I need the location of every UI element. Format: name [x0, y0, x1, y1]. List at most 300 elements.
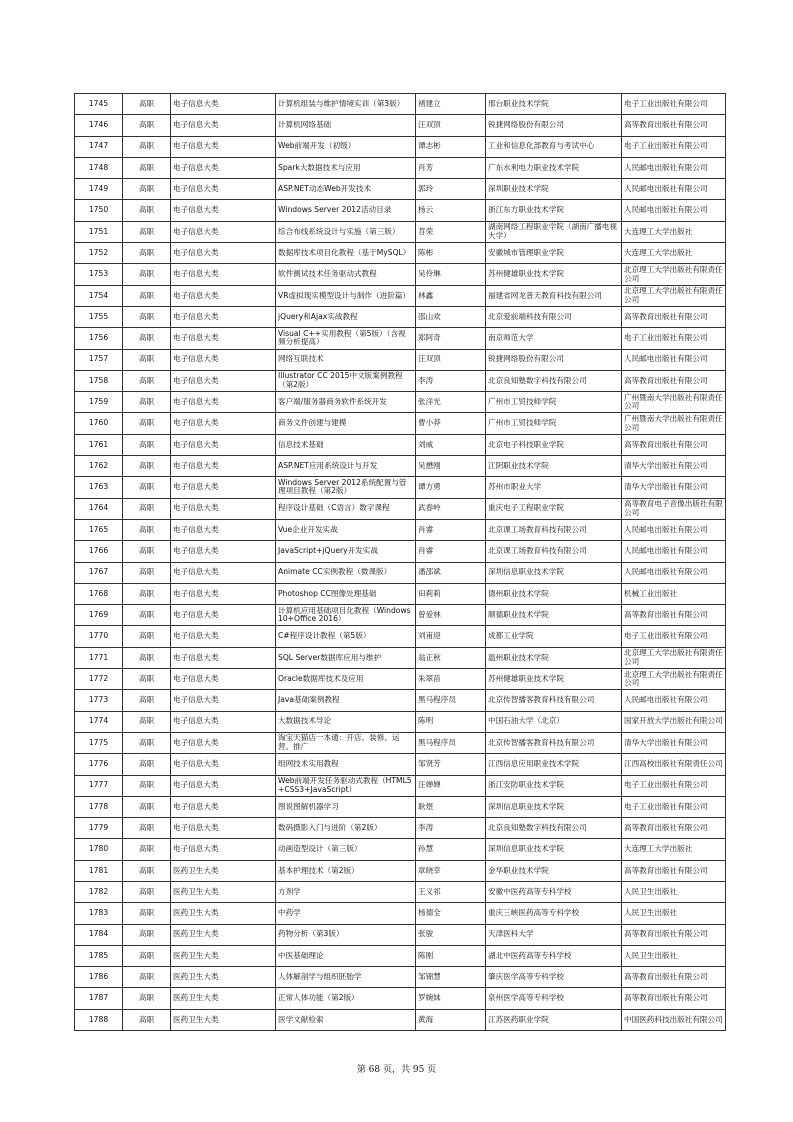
institution-cell: 深圳信息职业技术学院	[486, 562, 622, 583]
institution-cell: 江西信息应用职业技术学院	[486, 754, 622, 775]
textbook-title-cell: 网络互联技术	[276, 349, 416, 370]
table-row	[75, 924, 726, 945]
category-cell: 电子信息大类	[171, 179, 276, 200]
author-cell: 汪双顶	[416, 115, 486, 136]
textbook-title-cell: Java基础案例教程	[276, 690, 416, 711]
row-number-cell: 1779	[75, 818, 123, 839]
category-cell: 电子信息大类	[171, 775, 276, 796]
level-cell: 高职	[123, 434, 171, 455]
level-cell: 高职	[123, 115, 171, 136]
textbook-title-cell: 淘宝天猫店一本通：开店、装修、运营、推广	[276, 732, 416, 753]
level-cell: 高职	[123, 839, 171, 860]
level-cell: 高职	[123, 583, 171, 604]
textbook-title-cell: JavaScript+jQuery开发实战	[276, 541, 416, 562]
textbook-title-cell: ASP.NET应用系统设计与开发	[276, 456, 416, 477]
author-cell: 黄海	[416, 1009, 486, 1030]
publisher-cell: 电子工业出版社有限公司	[622, 94, 726, 115]
institution-cell: 南京师范大学	[486, 328, 622, 349]
author-cell: 郑阿奇	[416, 328, 486, 349]
institution-cell: 湖北中医药高等专科学校	[486, 945, 622, 966]
textbook-title-cell: Animate CC实例教程（微课版）	[276, 562, 416, 583]
institution-cell: 顺德职业技术学院	[486, 605, 622, 626]
institution-cell: 深圳职业技术学院	[486, 179, 622, 200]
textbook-title-cell: VR虚拟现实模型设计与制作（进阶篇）	[276, 285, 416, 306]
textbook-title-cell: Oracle数据库技术及应用	[276, 669, 416, 690]
category-cell: 电子信息大类	[171, 434, 276, 455]
publisher-cell: 清华大学出版社有限公司	[622, 456, 726, 477]
author-cell: 邹贤芳	[416, 754, 486, 775]
textbook-title-cell: 方剂学	[276, 881, 416, 902]
author-cell: 吴伶琳	[416, 264, 486, 285]
level-cell: 高职	[123, 541, 171, 562]
institution-cell: 金华职业技术学院	[486, 860, 622, 881]
table-row	[75, 583, 726, 604]
level-cell: 高职	[123, 988, 171, 1009]
textbook-title-cell: ASP.NET动态Web开发技术	[276, 179, 416, 200]
table-row	[75, 669, 726, 690]
publisher-cell: 人民邮电出版社有限公司	[622, 690, 726, 711]
textbook-title-cell: 基本护理技术（第2版）	[276, 860, 416, 881]
textbook-title-cell: 人体解剖学与组织胚胎学	[276, 967, 416, 988]
level-cell: 高职	[123, 732, 171, 753]
table-row	[75, 818, 726, 839]
table-row	[75, 498, 726, 519]
level-cell: 高职	[123, 392, 171, 413]
author-cell: 章晓幸	[416, 860, 486, 881]
author-cell: 杨云	[416, 200, 486, 221]
level-cell: 高职	[123, 519, 171, 540]
institution-cell: 苏州健雄职业技术学院	[486, 264, 622, 285]
table-row	[75, 94, 726, 115]
institution-cell: 浙江安防职业技术学院	[486, 775, 622, 796]
level-cell: 高职	[123, 1009, 171, 1030]
textbook-title-cell: 软件测试技术任务驱动式教程	[276, 264, 416, 285]
catalog-table	[74, 93, 726, 1031]
textbook-title-cell: 动画造型设计（第三版）	[276, 839, 416, 860]
author-cell: 李涛	[416, 818, 486, 839]
category-cell: 电子信息大类	[171, 562, 276, 583]
textbook-title-cell: 商务文件创建与建模	[276, 413, 416, 434]
table-row	[75, 839, 726, 860]
institution-cell: 北京良知塾数字科技有限公司	[486, 370, 622, 391]
category-cell: 电子信息大类	[171, 306, 276, 327]
row-number-cell: 1763	[75, 477, 123, 498]
institution-cell: 安徽城市管理职业学院	[486, 243, 622, 264]
category-cell: 电子信息大类	[171, 754, 276, 775]
category-cell: 电子信息大类	[171, 136, 276, 157]
publisher-cell: 广州暨南大学出版社有限责任公司	[622, 392, 726, 413]
publisher-cell: 人民邮电出版社有限公司	[622, 179, 726, 200]
textbook-title-cell: 组网技术实用教程	[276, 754, 416, 775]
publisher-cell: 人民卫生出版社	[622, 881, 726, 902]
textbook-title-cell: Web前端开发（初级）	[276, 136, 416, 157]
author-cell: 汪双顶	[416, 349, 486, 370]
table-row	[75, 306, 726, 327]
level-cell: 高职	[123, 243, 171, 264]
publisher-cell: 高等教育出版社有限公司	[622, 434, 726, 455]
row-number-cell: 1787	[75, 988, 123, 1009]
author-cell: 谭志彬	[416, 136, 486, 157]
row-number-cell: 1750	[75, 200, 123, 221]
institution-cell: 锐捷网络股份有限公司	[486, 349, 622, 370]
institution-cell: 深圳信息职业技术学院	[486, 839, 622, 860]
author-cell: 邵山欢	[416, 306, 486, 327]
author-cell: 陈明	[416, 711, 486, 732]
table-row	[75, 349, 726, 370]
publisher-cell: 电子工业出版社有限公司	[622, 796, 726, 817]
category-cell: 电子信息大类	[171, 690, 276, 711]
institution-cell: 北京传智播客教育科技有限公司	[486, 732, 622, 753]
publisher-cell: 人民邮电出版社有限公司	[622, 349, 726, 370]
author-cell: 陈彬	[416, 243, 486, 264]
publisher-cell: 人民卫生出版社	[622, 903, 726, 924]
publisher-cell: 高等教育出版社有限公司	[622, 924, 726, 945]
category-cell: 电子信息大类	[171, 328, 276, 349]
level-cell: 高职	[123, 349, 171, 370]
table-row	[75, 434, 726, 455]
category-cell: 电子信息大类	[171, 392, 276, 413]
category-cell: 电子信息大类	[171, 647, 276, 668]
institution-cell: 苏州市职业大学	[486, 477, 622, 498]
row-number-cell: 1749	[75, 179, 123, 200]
category-cell: 电子信息大类	[171, 818, 276, 839]
publisher-cell: 高等教育电子音像出版社有限公司	[622, 498, 726, 519]
publisher-cell: 人民卫生出版社	[622, 945, 726, 966]
level-cell: 高职	[123, 498, 171, 519]
level-cell: 高职	[123, 860, 171, 881]
textbook-title-cell: 计算机应用基础项目化教程（Windows 10+Office 2016）	[276, 605, 416, 626]
institution-cell: 北京爱前端科技有限公司	[486, 306, 622, 327]
category-cell: 医药卫生大类	[171, 860, 276, 881]
level-cell: 高职	[123, 945, 171, 966]
row-number-cell: 1780	[75, 839, 123, 860]
level-cell: 高职	[123, 796, 171, 817]
category-cell: 电子信息大类	[171, 498, 276, 519]
table-row	[75, 477, 726, 498]
row-number-cell: 1773	[75, 690, 123, 711]
author-cell: 刘甫迎	[416, 626, 486, 647]
level-cell: 高职	[123, 924, 171, 945]
category-cell: 电子信息大类	[171, 264, 276, 285]
table-row	[75, 328, 726, 349]
level-cell: 高职	[123, 136, 171, 157]
publisher-cell: 清华大学出版社有限公司	[622, 732, 726, 753]
institution-cell: 福建省网龙普天教育科技有限公司	[486, 285, 622, 306]
publisher-cell: 电子工业出版社有限公司	[622, 328, 726, 349]
author-cell: 罗婉妹	[416, 988, 486, 1009]
institution-cell: 北京良知塾数字科技有限公司	[486, 818, 622, 839]
level-cell: 高职	[123, 157, 171, 178]
category-cell: 医药卫生大类	[171, 988, 276, 1009]
publisher-cell: 电子工业出版社有限公司	[622, 136, 726, 157]
row-number-cell: 1772	[75, 669, 123, 690]
textbook-title-cell: 计算机网络基础	[276, 115, 416, 136]
author-cell: 肖睿	[416, 519, 486, 540]
row-number-cell: 1775	[75, 732, 123, 753]
level-cell: 高职	[123, 903, 171, 924]
institution-cell: 深圳信息职业技术学院	[486, 796, 622, 817]
author-cell: 苕荣	[416, 221, 486, 242]
textbook-title-cell: 综合布线系统设计与实施（第三版）	[276, 221, 416, 242]
row-number-cell: 1781	[75, 860, 123, 881]
institution-cell: 中国石油大学（北京）	[486, 711, 622, 732]
row-number-cell: 1746	[75, 115, 123, 136]
table-row	[75, 626, 726, 647]
institution-cell: 邢台职业技术学院	[486, 94, 622, 115]
institution-cell: 北京传智播客教育科技有限公司	[486, 690, 622, 711]
institution-cell: 北京课工场教育科技有限公司	[486, 541, 622, 562]
publisher-cell: 清华大学出版社有限公司	[622, 477, 726, 498]
textbook-title-cell: 数码摄影入门与进阶（第2版）	[276, 818, 416, 839]
row-number-cell: 1776	[75, 754, 123, 775]
institution-cell: 苏州健雄职业技术学院	[486, 669, 622, 690]
table-row	[75, 413, 726, 434]
author-cell: 李涛	[416, 370, 486, 391]
author-cell: 张骏	[416, 924, 486, 945]
author-cell: 武春岭	[416, 498, 486, 519]
table-row	[75, 179, 726, 200]
level-cell: 高职	[123, 328, 171, 349]
institution-cell: 广州市工贸技师学院	[486, 413, 622, 434]
textbook-title-cell: Visual C++实用教程（第5版）（含视频分析提高）	[276, 328, 416, 349]
publisher-cell: 大连理工大学出版社	[622, 839, 726, 860]
publisher-cell: 人民邮电出版社有限公司	[622, 519, 726, 540]
publisher-cell: 人民邮电出版社有限公司	[622, 541, 726, 562]
row-number-cell: 1745	[75, 94, 123, 115]
level-cell: 高职	[123, 562, 171, 583]
table-row	[75, 456, 726, 477]
institution-cell: 天津医科大学	[486, 924, 622, 945]
textbook-title-cell: 图说图解机器学习	[276, 796, 416, 817]
category-cell: 医药卫生大类	[171, 945, 276, 966]
textbook-title-cell: 大数据技术导论	[276, 711, 416, 732]
level-cell: 高职	[123, 754, 171, 775]
publisher-cell: 电子工业出版社有限公司	[622, 775, 726, 796]
category-cell: 医药卫生大类	[171, 881, 276, 902]
author-cell: 郭玲	[416, 179, 486, 200]
row-number-cell: 1752	[75, 243, 123, 264]
category-cell: 电子信息大类	[171, 626, 276, 647]
publisher-cell: 北京理工大学出版社有限责任公司	[622, 285, 726, 306]
publisher-cell: 北京理工大学出版社有限责任公司	[622, 264, 726, 285]
category-cell: 医药卫生大类	[171, 924, 276, 945]
level-cell: 高职	[123, 179, 171, 200]
table-row	[75, 115, 726, 136]
publisher-cell: 大连理工大学出版社	[622, 221, 726, 242]
textbook-title-cell: C#程序设计教程（第5版）	[276, 626, 416, 647]
row-number-cell: 1758	[75, 370, 123, 391]
publisher-cell: 江西高校出版社有限责任公司	[622, 754, 726, 775]
level-cell: 高职	[123, 967, 171, 988]
textbook-title-cell: 客户端/服务器商务软件系统开发	[276, 392, 416, 413]
row-number-cell: 1771	[75, 647, 123, 668]
category-cell: 电子信息大类	[171, 796, 276, 817]
author-cell: 孙慧	[416, 839, 486, 860]
category-cell: 电子信息大类	[171, 839, 276, 860]
institution-cell: 北京课工场教育科技有限公司	[486, 519, 622, 540]
institution-cell: 重庆三峡医药高等专科学校	[486, 903, 622, 924]
table-row	[75, 370, 726, 391]
author-cell: 吴懋刚	[416, 456, 486, 477]
level-cell: 高职	[123, 221, 171, 242]
row-number-cell: 1770	[75, 626, 123, 647]
table-row	[75, 796, 726, 817]
row-number-cell: 1767	[75, 562, 123, 583]
table-row	[75, 562, 726, 583]
row-number-cell: 1756	[75, 328, 123, 349]
category-cell: 电子信息大类	[171, 732, 276, 753]
row-number-cell: 1753	[75, 264, 123, 285]
publisher-cell: 广州暨南大学出版社有限责任公司	[622, 413, 726, 434]
table-row	[75, 243, 726, 264]
row-number-cell: 1766	[75, 541, 123, 562]
table-row	[75, 881, 726, 902]
author-cell: 朱翠苗	[416, 669, 486, 690]
author-cell: 张洋光	[416, 392, 486, 413]
textbook-title-cell: Spark大数据技术与应用	[276, 157, 416, 178]
table-row	[75, 1009, 726, 1030]
table-row	[75, 541, 726, 562]
publisher-cell: 电子工业出版社有限公司	[622, 626, 726, 647]
author-cell: 翁正秋	[416, 647, 486, 668]
row-number-cell: 1785	[75, 945, 123, 966]
row-number-cell: 1751	[75, 221, 123, 242]
category-cell: 电子信息大类	[171, 243, 276, 264]
textbook-title-cell: jQuery和Ajax实战教程	[276, 306, 416, 327]
author-cell: 汪婵婵	[416, 775, 486, 796]
author-cell: 邹锦慧	[416, 967, 486, 988]
row-number-cell: 1778	[75, 796, 123, 817]
level-cell: 高职	[123, 306, 171, 327]
institution-cell: 工业和信息化部教育与考试中心	[486, 136, 622, 157]
level-cell: 高职	[123, 711, 171, 732]
institution-cell: 湖南网络工程职业学院（湖南广播电视大学）	[486, 221, 622, 242]
textbook-title-cell: Illustrator CC 2015中文版案例教程（第2版）	[276, 370, 416, 391]
category-cell: 电子信息大类	[171, 200, 276, 221]
author-cell: 黑马程序员	[416, 690, 486, 711]
category-cell: 电子信息大类	[171, 669, 276, 690]
author-cell: 刘威	[416, 434, 486, 455]
institution-cell: 肇庆医学高等专科学校	[486, 967, 622, 988]
level-cell: 高职	[123, 775, 171, 796]
textbook-title-cell: 计算机组装与维护情境实训（第3版）	[276, 94, 416, 115]
author-cell: 王义祁	[416, 881, 486, 902]
textbook-title-cell: 中药学	[276, 903, 416, 924]
author-cell: 耿煜	[416, 796, 486, 817]
level-cell: 高职	[123, 200, 171, 221]
row-number-cell: 1755	[75, 306, 123, 327]
level-cell: 高职	[123, 456, 171, 477]
row-number-cell: 1760	[75, 413, 123, 434]
institution-cell: 德州职业技术学院	[486, 583, 622, 604]
category-cell: 电子信息大类	[171, 221, 276, 242]
table-row	[75, 690, 726, 711]
institution-cell: 江阴职业技术学院	[486, 456, 622, 477]
table-row	[75, 711, 726, 732]
institution-cell: 锐捷网络股份有限公司	[486, 115, 622, 136]
row-number-cell: 1764	[75, 498, 123, 519]
row-number-cell: 1769	[75, 605, 123, 626]
table-row	[75, 860, 726, 881]
category-cell: 电子信息大类	[171, 605, 276, 626]
page-number: 第 68 页，共 95 页	[356, 1065, 437, 1075]
textbook-title-cell: 中医基础理论	[276, 945, 416, 966]
table-body	[75, 94, 726, 1031]
publisher-cell: 高等教育出版社有限公司	[622, 860, 726, 881]
institution-cell: 浙江东方职业技术学院	[486, 200, 622, 221]
row-number-cell: 1748	[75, 157, 123, 178]
row-number-cell: 1757	[75, 349, 123, 370]
row-number-cell: 1784	[75, 924, 123, 945]
author-cell: 谭方勇	[416, 477, 486, 498]
row-number-cell: 1774	[75, 711, 123, 732]
institution-cell: 安徽中医药高等专科学校	[486, 881, 622, 902]
category-cell: 电子信息大类	[171, 519, 276, 540]
author-cell: 田莉莉	[416, 583, 486, 604]
table-row	[75, 647, 726, 668]
publisher-cell: 国家开放大学出版社有限公司	[622, 711, 726, 732]
row-number-cell: 1759	[75, 392, 123, 413]
level-cell: 高职	[123, 626, 171, 647]
row-number-cell: 1762	[75, 456, 123, 477]
row-number-cell: 1747	[75, 136, 123, 157]
textbook-title-cell: Windows Server 2012系统配置与管理项目教程（第2版）	[276, 477, 416, 498]
publisher-cell: 高等教育出版社有限公司	[622, 818, 726, 839]
textbook-title-cell: Vue企业开发实战	[276, 519, 416, 540]
institution-cell: 重庆电子工程职业学院	[486, 498, 622, 519]
publisher-cell: 人民邮电出版社有限公司	[622, 562, 726, 583]
category-cell: 电子信息大类	[171, 349, 276, 370]
level-cell: 高职	[123, 285, 171, 306]
author-cell: 褚建立	[416, 94, 486, 115]
row-number-cell: 1754	[75, 285, 123, 306]
row-number-cell: 1761	[75, 434, 123, 455]
author-cell: 潘邵斌	[416, 562, 486, 583]
institution-cell: 温州职业技术学院	[486, 647, 622, 668]
institution-cell: 泉州医学高等专科学校	[486, 988, 622, 1009]
institution-cell: 广东水利电力职业技术学院	[486, 157, 622, 178]
table-row	[75, 967, 726, 988]
author-cell: 黑马程序员	[416, 732, 486, 753]
table-row	[75, 392, 726, 413]
row-number-cell: 1786	[75, 967, 123, 988]
category-cell: 医药卫生大类	[171, 967, 276, 988]
category-cell: 电子信息大类	[171, 711, 276, 732]
level-cell: 高职	[123, 690, 171, 711]
publisher-cell: 北京理工大学出版社有限责任公司	[622, 647, 726, 668]
level-cell: 高职	[123, 818, 171, 839]
author-cell: 曾爱林	[416, 605, 486, 626]
textbook-title-cell: Windows Server 2012活动目录	[276, 200, 416, 221]
textbook-title-cell: 医学文献检索	[276, 1009, 416, 1030]
category-cell: 电子信息大类	[171, 456, 276, 477]
author-cell: 陈刚	[416, 945, 486, 966]
category-cell: 电子信息大类	[171, 541, 276, 562]
publisher-cell: 高等教育出版社有限公司	[622, 967, 726, 988]
publisher-cell: 人民邮电出版社有限公司	[622, 200, 726, 221]
institution-cell: 成都工业学院	[486, 626, 622, 647]
category-cell: 电子信息大类	[171, 94, 276, 115]
publisher-cell: 高等教育出版社有限公司	[622, 605, 726, 626]
publisher-cell: 人民邮电出版社有限公司	[622, 157, 726, 178]
table-row	[75, 732, 726, 753]
author-cell: 肖睿	[416, 541, 486, 562]
category-cell: 电子信息大类	[171, 285, 276, 306]
table-row	[75, 136, 726, 157]
table-row	[75, 264, 726, 285]
level-cell: 高职	[123, 413, 171, 434]
table-row	[75, 988, 726, 1009]
